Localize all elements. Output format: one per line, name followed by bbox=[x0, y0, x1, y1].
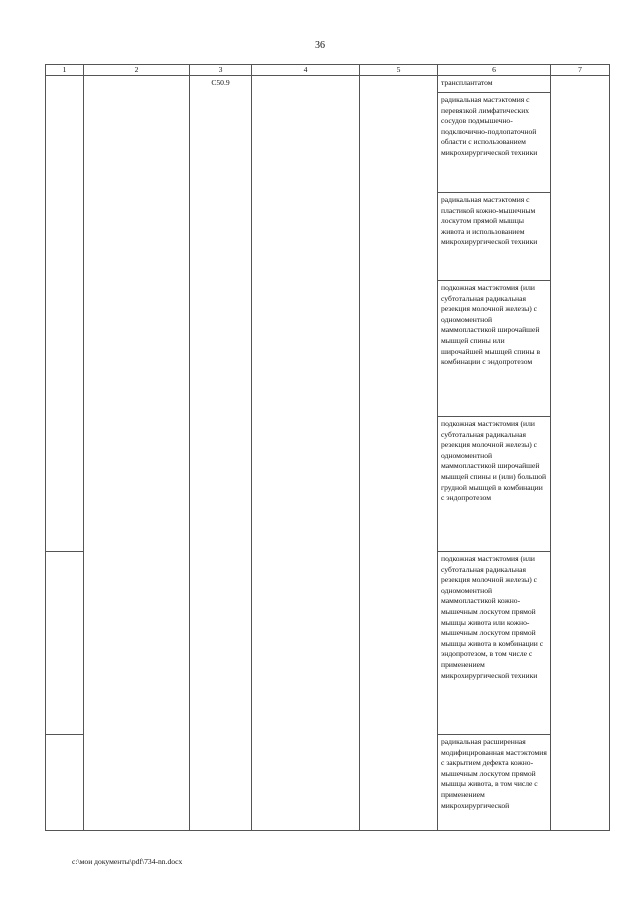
procedures-table bbox=[45, 64, 610, 831]
page-number: 36 bbox=[315, 40, 325, 51]
procedure-cell: радикальная мастэктомия с перевязкой лимфатических сосудов подмышечно-подключично-подлопаточной области с использованием микрохирургической техники bbox=[438, 93, 551, 193]
cell-col1 bbox=[46, 735, 84, 831]
cell-col1 bbox=[46, 552, 84, 735]
cell-col5 bbox=[360, 76, 438, 831]
procedure-cell: подкожная мастэктомия (или субтотальная радикальная резекция молочной железы) с одномоментной маммопластикой кожно-мышечным лоскутом прямой мышцы живота или кожно-мышечным лоскутом прямой мышцы живота в комбинации с эндопротезом, в том числе с применением микрохирургической техники bbox=[438, 552, 551, 735]
column-header-1: 1 bbox=[46, 65, 84, 76]
diagnosis-code: C50.9 bbox=[190, 76, 252, 831]
cell-col1 bbox=[46, 76, 84, 552]
procedure-cell: трансплантатом bbox=[438, 76, 551, 93]
procedure-cell: радикальная мастэктомия с пластикой кожно-мышечным лоскутом прямой мышцы живота и использованием микрохирургической техники bbox=[438, 193, 551, 281]
table-row bbox=[46, 76, 610, 93]
procedure-cell: подкожная мастэктомия (или субтотальная радикальная резекция молочной железы) с одномоментной маммопластикой широчайшей мышцей спины и (или) большой грудной мышцей в комбинации с эндопротезом bbox=[438, 417, 551, 552]
column-header-5: 5 bbox=[360, 65, 438, 76]
procedure-cell: подкожная мастэктомия (или субтотальная радикальная резекция молочной железы) с одномоментной маммопластикой широчайшей мышцей спины или широчайшей мышцей спины в комбинации с эндопротезом bbox=[438, 281, 551, 417]
column-header-6: 6 bbox=[438, 65, 551, 76]
cell-col2 bbox=[84, 76, 190, 831]
procedure-cell: радикальная расширенная модифицированная мастэктомия с закрытием дефекта кожно-мышечным лоскутом прямой мышцы живота, в том числе с применением микрохирургической bbox=[438, 735, 551, 831]
footer-file-path: c:\мои документы\pdf\734-nn.docx bbox=[72, 857, 183, 866]
cell-col4 bbox=[252, 76, 360, 831]
column-header-2: 2 bbox=[84, 65, 190, 76]
column-header-7: 7 bbox=[551, 65, 610, 76]
column-header-4: 4 bbox=[252, 65, 360, 76]
column-header-3: 3 bbox=[190, 65, 252, 76]
table-header-row bbox=[46, 65, 610, 76]
cell-col7 bbox=[551, 76, 610, 831]
